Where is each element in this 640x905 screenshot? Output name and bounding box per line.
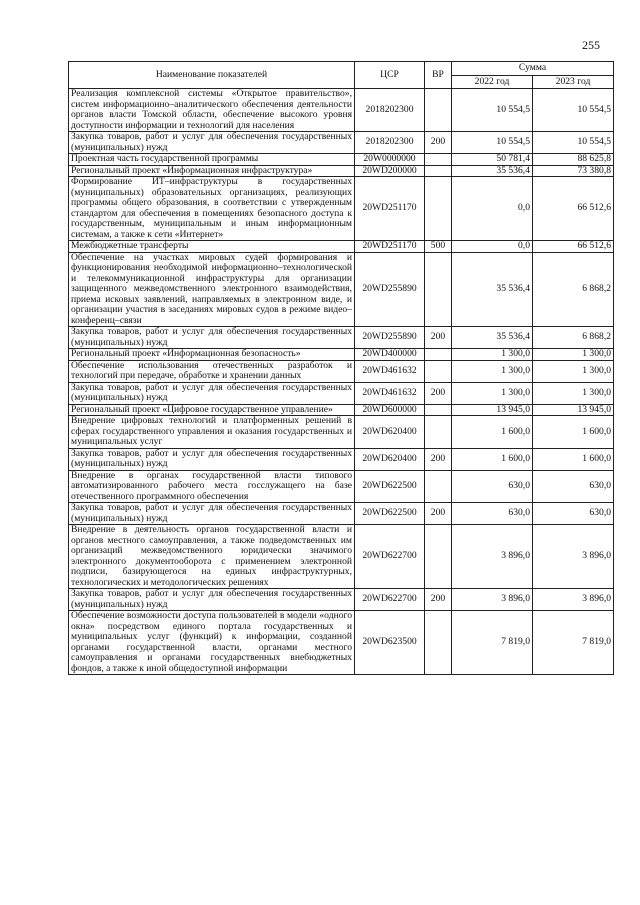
row-sum-2022: 10 554,5: [452, 89, 533, 132]
table-row: [69, 252, 614, 327]
row-sum-2023: 66 512,6: [533, 177, 614, 241]
header-year-2023: 2023 год: [533, 76, 614, 89]
row-code: 20WD622700: [355, 525, 425, 589]
table-row: [69, 349, 614, 361]
row-sum-2022: 3 896,0: [452, 589, 533, 611]
row-vr: 200: [425, 382, 452, 404]
row-name: Закупка товаров, работ и услуг для обеспечения государственных (муниципальных) нужд: [69, 382, 355, 404]
row-code: 20WD622700: [355, 589, 425, 611]
row-code: 20WD620400: [355, 448, 425, 470]
table-row: [69, 404, 614, 416]
row-sum-2022: 35 536,4: [452, 252, 533, 327]
row-code: 20WD461632: [355, 382, 425, 404]
header-sum: Сумма: [452, 62, 614, 76]
row-vr: [425, 470, 452, 503]
row-vr: [425, 154, 452, 166]
row-name: Региональный проект «Цифровое государственное управление»: [69, 404, 355, 416]
header-year-2022: 2022 год: [452, 76, 533, 89]
row-sum-2023: 6 868,2: [533, 252, 614, 327]
row-sum-2023: 66 512,6: [533, 241, 614, 253]
row-vr: 500: [425, 241, 452, 253]
row-name: Внедрение цифровых технологий и платформенных решений в сферах государственного управления и оказания государственных и муниципальных услуг: [69, 416, 355, 449]
row-code: 20WD255890: [355, 327, 425, 349]
table-row: [69, 360, 614, 382]
row-vr: [425, 404, 452, 416]
row-vr: 200: [425, 132, 452, 154]
row-sum-2022: 0,0: [452, 241, 533, 253]
row-vr: 200: [425, 589, 452, 611]
row-sum-2022: 630,0: [452, 470, 533, 503]
row-code: 20WD200000: [355, 165, 425, 177]
row-sum-2023: 6 868,2: [533, 327, 614, 349]
row-code: 20W0000000: [355, 154, 425, 166]
row-vr: [425, 360, 452, 382]
table-row: [69, 589, 614, 611]
row-sum-2023: 1 600,0: [533, 416, 614, 449]
row-name: Межбюджетные трансферты: [69, 241, 355, 253]
row-name: Внедрение в органах государственной власти типового автоматизированного рабочего места госслужащего на базе отечественного программного обеспечения: [69, 470, 355, 503]
row-sum-2022: 1 600,0: [452, 448, 533, 470]
page-number: 255: [582, 38, 600, 52]
row-code: 2018202300: [355, 132, 425, 154]
row-vr: 200: [425, 327, 452, 349]
row-sum-2023: 3 896,0: [533, 589, 614, 611]
row-name: Обеспечение использования отечественных разработок и технологий при передаче, обработке и хранении данных: [69, 360, 355, 382]
budget-table: [68, 61, 614, 675]
table-row: [69, 89, 614, 132]
row-name: Закупка товаров, работ и услуг для обеспечения государственных (муниципальных) нужд: [69, 503, 355, 525]
row-sum-2023: 630,0: [533, 503, 614, 525]
row-sum-2023: 1 300,0: [533, 349, 614, 361]
header-vr: ВР: [425, 62, 452, 89]
row-code: 20WD251170: [355, 177, 425, 241]
row-name: Проектная часть государственной программы: [69, 154, 355, 166]
row-name: Реализация комплексной системы «Открытое правительство», систем информационно–аналитического обеспечения деятельности органов власти Томской области, обеспечение высокого уровня доступности информации и технологий для населения: [69, 89, 355, 132]
row-code: 20WD461632: [355, 360, 425, 382]
row-vr: [425, 349, 452, 361]
table-row: [69, 241, 614, 253]
row-sum-2023: 1 300,0: [533, 382, 614, 404]
row-name: Внедрение в деятельность органов государственной власти и органов местного самоуправления, а также подведомственных им организаций межведомственного юридически значимого электронного документооборота с применением электронной подписи, базирующегося на единых инфраструктурных, технологических и методологических решениях: [69, 525, 355, 589]
row-sum-2023: 73 380,8: [533, 165, 614, 177]
row-sum-2023: 3 896,0: [533, 525, 614, 589]
row-code: 20WD251170: [355, 241, 425, 253]
row-code: 20WD400000: [355, 349, 425, 361]
row-sum-2022: 0,0: [452, 177, 533, 241]
row-code: 20WD623500: [355, 611, 425, 675]
row-sum-2022: 35 536,4: [452, 327, 533, 349]
table-row: [69, 611, 614, 675]
row-sum-2022: 1 300,0: [452, 360, 533, 382]
row-sum-2023: 88 625,8: [533, 154, 614, 166]
row-sum-2022: 10 554,5: [452, 132, 533, 154]
row-code: 2018202300: [355, 89, 425, 132]
row-name: Закупка товаров, работ и услуг для обеспечения государственных (муниципальных) нужд: [69, 132, 355, 154]
row-vr: [425, 177, 452, 241]
header-name: Наименование показателей: [69, 62, 355, 89]
table-row: [69, 382, 614, 404]
row-vr: [425, 89, 452, 132]
table-row: [69, 470, 614, 503]
row-name: Формирование ИТ–инфраструктуры в государственных (муниципальных) образовательных организациях, реализующих программы общего образования, в соответствии с утвержденным стандартом для обеспечения в помещениях безопасного доступа к государственным, муниципальным и иным информационным системам, а также к сети «Интернет»: [69, 177, 355, 241]
row-name: Закупка товаров, работ и услуг для обеспечения государственных (муниципальных) нужд: [69, 327, 355, 349]
row-sum-2023: 7 819,0: [533, 611, 614, 675]
row-sum-2022: 1 300,0: [452, 382, 533, 404]
row-sum-2023: 1 600,0: [533, 448, 614, 470]
header-code: ЦСР: [355, 62, 425, 89]
row-vr: [425, 525, 452, 589]
row-name: Обеспечение на участках мировых судей формирования и функционирования необходимой информационно–технологической и телекоммуникационной инфраструктуры для организации защищенного межведомственного электронного взаимодействия, приема исковых заявлений, направляемых в электронном виде, и организации участия в заседаниях мировых судов в режиме видео–конференц–связи: [69, 252, 355, 327]
row-sum-2022: 1 600,0: [452, 416, 533, 449]
row-sum-2022: 630,0: [452, 503, 533, 525]
table-row: [69, 132, 614, 154]
row-name: Региональный проект «Информационная инфраструктура»: [69, 165, 355, 177]
table-row: [69, 416, 614, 449]
table-row: [69, 177, 614, 241]
row-sum-2022: 50 781,4: [452, 154, 533, 166]
row-vr: [425, 611, 452, 675]
row-vr: 200: [425, 448, 452, 470]
row-code: 20WD620400: [355, 416, 425, 449]
table-row: [69, 154, 614, 166]
table-row: [69, 448, 614, 470]
row-sum-2023: 13 945,0: [533, 404, 614, 416]
row-sum-2022: 13 945,0: [452, 404, 533, 416]
table-header-row: [69, 62, 614, 76]
row-code: 20WD255890: [355, 252, 425, 327]
row-code: 20WD600000: [355, 404, 425, 416]
row-vr: [425, 165, 452, 177]
row-name: Обеспечение возможности доступа пользователей в модели «одного окна» посредством единого портала государственных и муниципальных услуг (функций) к информации, созданной органами государственной власти, органами местного самоуправления и органами государственных внебюджетных фондов, а также к иной общедоступной информации: [69, 611, 355, 675]
row-name: Региональный проект «Информационная безопасность»: [69, 349, 355, 361]
row-sum-2023: 10 554,5: [533, 89, 614, 132]
row-code: 20WD622500: [355, 503, 425, 525]
row-vr: [425, 416, 452, 449]
row-sum-2022: 7 819,0: [452, 611, 533, 675]
row-sum-2023: 630,0: [533, 470, 614, 503]
row-name: Закупка товаров, работ и услуг для обеспечения государственных (муниципальных) нужд: [69, 589, 355, 611]
row-name: Закупка товаров, работ и услуг для обеспечения государственных (муниципальных) нужд: [69, 448, 355, 470]
row-code: 20WD622500: [355, 470, 425, 503]
table-row: [69, 165, 614, 177]
table-row: [69, 525, 614, 589]
row-sum-2023: 10 554,5: [533, 132, 614, 154]
row-sum-2022: 35 536,4: [452, 165, 533, 177]
row-sum-2022: 3 896,0: [452, 525, 533, 589]
row-vr: [425, 252, 452, 327]
table-row: [69, 327, 614, 349]
row-vr: 200: [425, 503, 452, 525]
row-sum-2023: 1 300,0: [533, 360, 614, 382]
row-sum-2022: 1 300,0: [452, 349, 533, 361]
table-row: [69, 503, 614, 525]
table-body: [69, 89, 614, 675]
